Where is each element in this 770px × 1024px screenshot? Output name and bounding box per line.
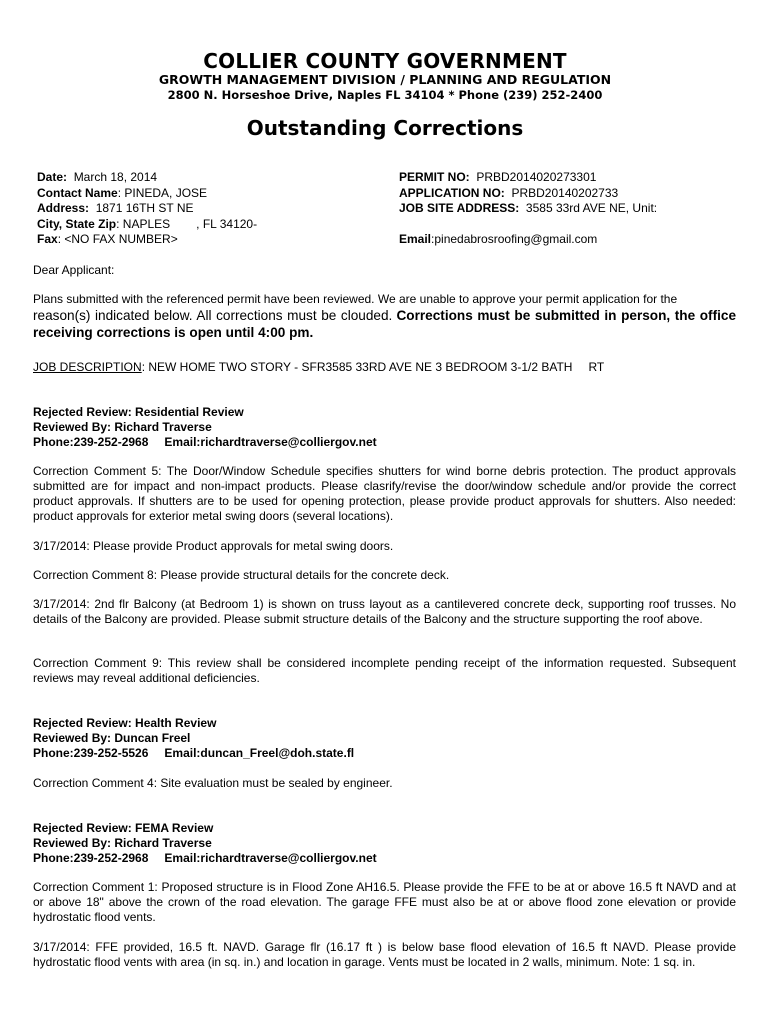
- intro-line-1: Plans submitted with the referenced permit have been reviewed. We are unable to approve your permit application for the: [33, 292, 678, 306]
- org-name: COLLIER COUNTY GOVERNMENT: [203, 49, 567, 73]
- review-title: Rejected Review: Health Review: [33, 716, 217, 730]
- intro-bold: Corrections must be submitted in person, the office receiving corrections is open until 4:00 pm.: [33, 308, 736, 340]
- fax-row: [37, 232, 377, 248]
- reviewer-email: Email:richardtraverse@colliergov.net: [164, 435, 377, 449]
- contact-row: [37, 186, 377, 202]
- jobsite-value: 3585 33rd AVE NE, Unit:: [525, 201, 658, 215]
- org-address: 2800 N. Horseshoe Drive, Naples FL 34104 * Phone (239) 252-2400: [167, 88, 603, 102]
- division-name: GROWTH MANAGEMENT DIVISION / PLANNING AND REGULATION: [158, 72, 612, 87]
- address-value: 1871 16TH ST NE: [95, 201, 194, 215]
- reviewer-phone: Phone:239-252-2968: [33, 435, 149, 449]
- comment-item: Correction Comment 8: Please provide structural details for the concrete deck.: [33, 568, 450, 582]
- comment-item: Correction Comment 5: The Door/Window Schedule specifies shutters for wind borne debris protection. The product approvals submitted are for impact and non-impact products. Please clasrify/revise the door/window schedule and/or provide the correct product approvals. If shutters are to be used for opening protection, please provide product approvals for shutters. Also needed: product approvals for exterior metal swing doors (several locations).: [33, 464, 736, 523]
- application-row: [399, 186, 739, 202]
- email-value: :pinedabrosroofing@gmail.com: [431, 232, 598, 246]
- email-row: [399, 232, 739, 248]
- comment-item: Correction Comment 4: Site evaluation must be sealed by engineer.: [33, 776, 393, 790]
- job-label: JOB DESCRIPTION: [33, 360, 142, 374]
- applicant-info: [37, 170, 377, 248]
- fax-label: Fax: [37, 232, 58, 246]
- comment-item: 3/17/2014: Please provide Product approvals for metal swing doors.: [33, 539, 394, 553]
- reviewer-name: Reviewed By: Duncan Freel: [33, 731, 191, 745]
- review-residential: [33, 405, 736, 450]
- date-row: [37, 170, 377, 186]
- comment-item: Correction Comment 9: This review shall be considered incomplete pending receipt of the information requested. Subsequent reviews may reveal additional deficiencies.: [33, 656, 736, 685]
- job-value: : NEW HOME TWO STORY - SFR3585 33RD AVE NE 3 BEDROOM 3-1/2 BATH: [141, 360, 573, 374]
- date-label: Date:: [37, 170, 68, 184]
- application-label: APPLICATION NO:: [399, 185, 505, 200]
- greeting: Dear Applicant:: [33, 263, 115, 277]
- intro-paragraph: [33, 292, 736, 341]
- city-row: [37, 217, 377, 233]
- review-title: Rejected Review: FEMA Review: [33, 821, 214, 835]
- jobsite-row: [399, 201, 739, 217]
- permit-label: PERMIT NO:: [399, 170, 470, 184]
- reviewer-name: Reviewed By: Richard Traverse: [33, 836, 212, 850]
- state-zip-value: , FL 34120-: [196, 216, 258, 231]
- permit-info: [399, 170, 739, 248]
- intro-line-2: reason(s) indicated below. All corrections must be clouded.: [33, 308, 393, 323]
- document-title: Outstanding Corrections: [246, 116, 524, 140]
- comment-item: 3/17/2014: FFE provided, 16.5 ft. NAVD. Garage flr (16.17 ft ) is below base flood elevation of 16.5 ft NAVD. Please provide hydrostatic flood vents with area (in sq. in.) and location in garage. Vents must be located in 2 walls, minimum. Note: 1 sq. in.: [33, 940, 736, 969]
- contact-value: : PINEDA, JOSE: [117, 185, 208, 200]
- reviewer-email: Email:richardtraverse@colliergov.net: [164, 851, 377, 865]
- city-label: City, State Zip: [37, 216, 117, 231]
- reviewer-phone: Phone:239-252-2968: [33, 851, 149, 865]
- address-row: [37, 201, 377, 217]
- city-value: : NAPLES: [116, 216, 171, 231]
- review-health: [33, 716, 736, 761]
- contact-label: Contact Name: [37, 185, 118, 200]
- date-value: March 18, 2014: [73, 170, 158, 184]
- review-fema: [33, 821, 736, 866]
- job-suffix: RT: [588, 360, 605, 374]
- email-label: Email: [399, 232, 432, 246]
- comment-item: Correction Comment 1: Proposed structure is in Flood Zone AH16.5. Please provide the FFE to be at or above 16.5 ft NAVD and at or above 18" above the crown of the road elevation. The garage FFE must also be at or above flood zone elevation or provide hydrostatic flood vents.: [33, 880, 736, 924]
- permit-value: PRBD2014020273301: [476, 170, 597, 184]
- application-value: PRBD20140202733: [511, 185, 619, 200]
- reviewer-phone: Phone:239-252-5526: [33, 746, 149, 760]
- fax-value: : <NO FAX NUMBER>: [57, 232, 178, 246]
- address-label: Address:: [37, 201, 90, 215]
- permit-row: [399, 170, 739, 186]
- reviewer-name: Reviewed By: Richard Traverse: [33, 420, 212, 434]
- comment-item: 3/17/2014: 2nd flr Balcony (at Bedroom 1) is shown on truss layout as a cantilevered concrete deck, supporting roof trusses. No details of the Balcony are provided. Please submit structure details of the Balcony and the structure supporting the roof above.: [33, 597, 736, 626]
- job-description: [33, 360, 736, 375]
- jobsite-label: JOB SITE ADDRESS:: [399, 201, 520, 215]
- review-title: Rejected Review: Residential Review: [33, 405, 244, 419]
- reviewer-email: Email:duncan_Freel@doh.state.fl: [164, 746, 355, 760]
